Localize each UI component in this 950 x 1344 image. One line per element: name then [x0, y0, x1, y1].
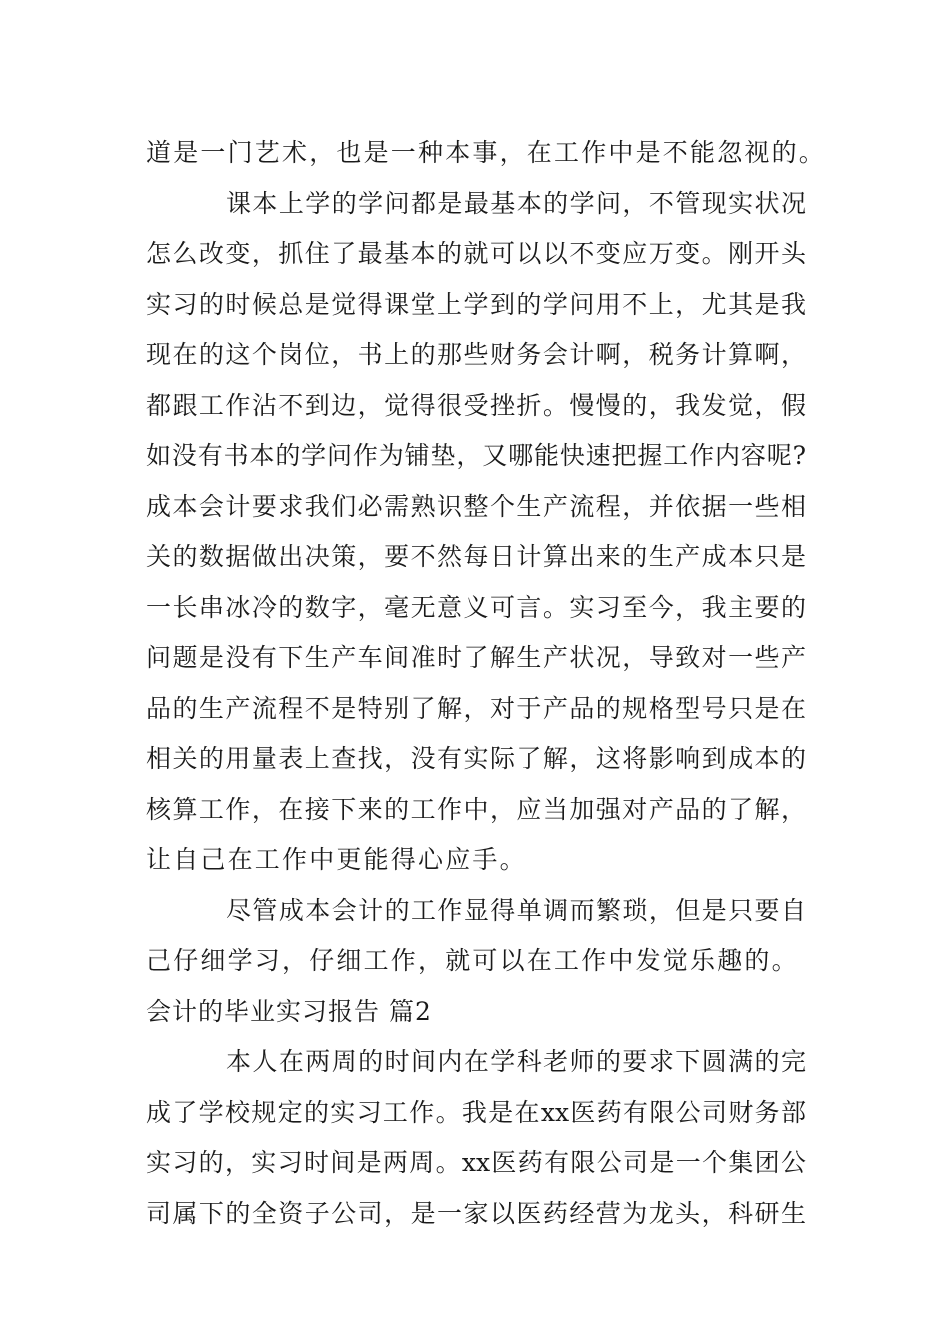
- text-line: 问题是没有下生产车间准时了解生产状况，导致对一些产: [146, 643, 806, 672]
- text-line: 关的数据做出决策，要不然每日计算出来的生产成本只是: [146, 542, 806, 571]
- text-line: 成了学校规定的实习工作。我是在xx医药有限公司财务部: [146, 1097, 806, 1127]
- text-line: 道是一门艺术，也是一种本事，在工作中是不能忽视的。: [146, 138, 827, 167]
- text-line: 现在的这个岗位，书上的那些财务会计啊，税务计算啊，: [146, 340, 806, 369]
- paragraph-last-line: 己仔细学习，仔细工作，就可以在工作中发觉乐趣的。: [146, 946, 799, 975]
- text-line: 实习的，实习时间是两周。xx医药有限公司是一个集团公: [146, 1148, 806, 1177]
- text-line: 司属下的全资子公司，是一家以医药经营为龙头，科研生: [146, 1198, 806, 1228]
- section-heading: 会计的毕业实习报告 篇2: [146, 996, 432, 1026]
- paragraph-first-line: 本人在两周的时间内在学科老师的要求下圆满的完: [226, 1047, 806, 1076]
- text-line: 核算工作，在接下来的工作中，应当加强对产品的了解，: [146, 794, 806, 824]
- text-line: 实习的时候总是觉得课堂上学到的学问用不上，尤其是我: [146, 289, 806, 319]
- text-line: 如没有书本的学问作为铺垫，又哪能快速把握工作内容呢?: [146, 441, 806, 470]
- text-line: 品的生产流程不是特别了解，对于产品的规格型号只是在: [146, 693, 806, 723]
- text-line: 都跟工作沾不到边，觉得很受挫折。慢慢的，我发觉，假: [146, 390, 806, 420]
- paragraph-first-line: 尽管成本会计的工作显得单调而繁琐，但是只要自: [226, 895, 806, 925]
- text-line: 成本会计要求我们必需熟识整个生产流程，并依据一些相: [146, 491, 806, 521]
- paragraph-first-line: 课本上学的学问都是最基本的学问，不管现实状况: [226, 188, 806, 218]
- document-body: [146, 128, 827, 1239]
- text-line: 怎么改变，抓住了最基本的就可以以不变应万变。刚开头: [146, 239, 806, 268]
- paragraph-last-line: 让自己在工作中更能得心应手。: [146, 845, 527, 874]
- text-line: 相关的用量表上查找，没有实际了解，这将影响到成本的: [146, 744, 806, 773]
- text-line: 一长串冰冷的数字，毫无意义可言。实习至今，我主要的: [146, 592, 806, 622]
